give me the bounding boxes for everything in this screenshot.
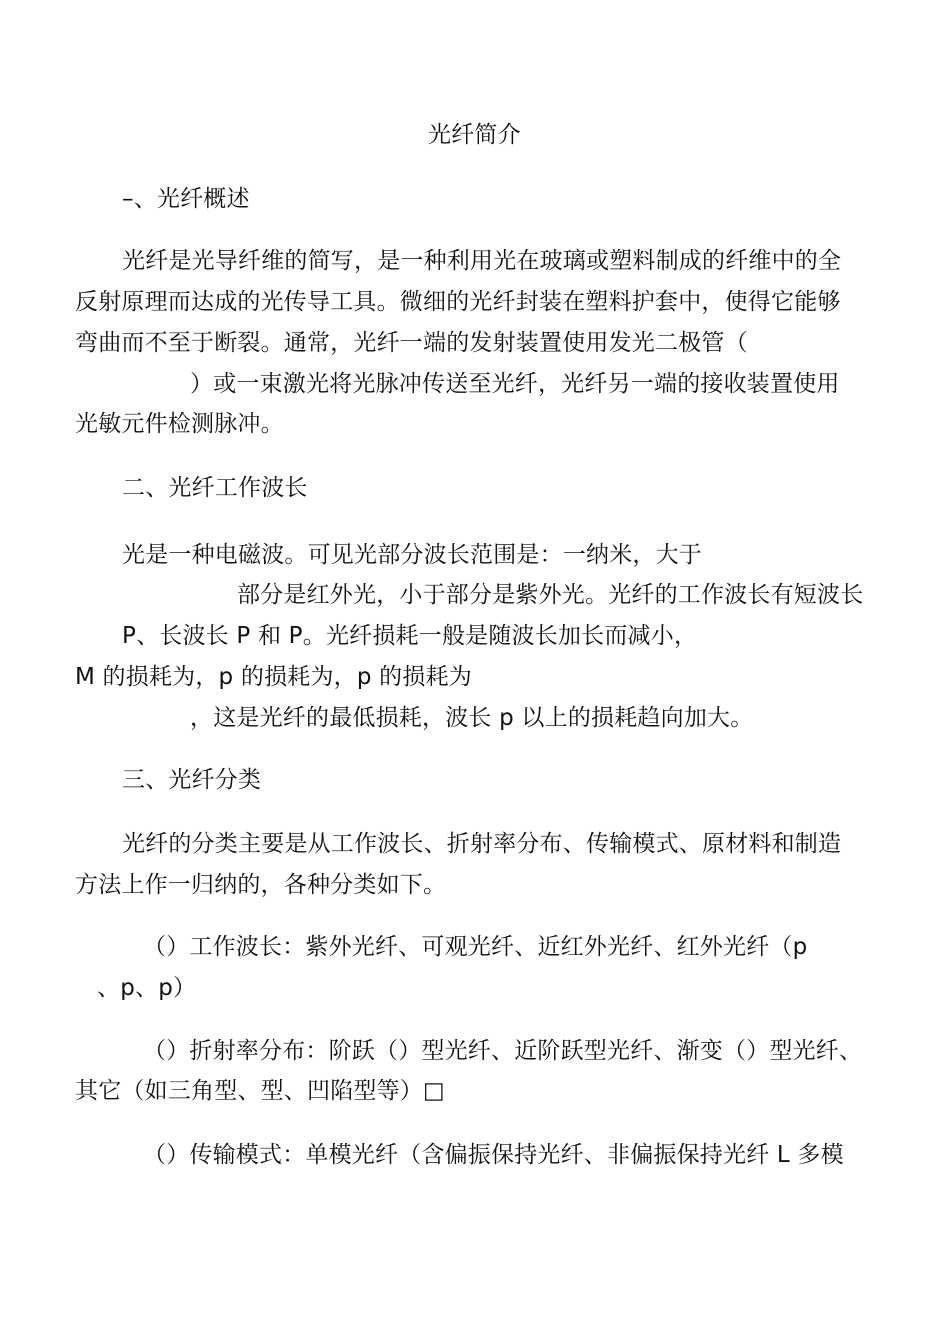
paragraph-line: ）或一束激光将光脉冲传送至光纤，光纤另一端的接收装置使用	[190, 371, 840, 397]
paragraph-line: ，这是光纤的最低损耗，波长 p 以上的损耗趋向加大。	[190, 705, 754, 731]
paragraph-line: 方法上作一归纳的，各种分类如下。	[75, 872, 447, 898]
section-heading-wavelength: 二、光纤工作波长	[122, 475, 308, 501]
paragraph-line: 光纤的分类主要是从工作波长、折射率分布、传输模式、原材料和制造	[122, 831, 842, 857]
paragraph-line: 光敏元件检测脉冲。	[75, 411, 284, 437]
list-item: （）折射率分布：阶跃（）型光纤、近阶跃型光纤、渐变（）型光纤、	[143, 1038, 863, 1064]
section-heading-classification: 三、光纤分类	[122, 767, 262, 793]
paragraph-line: 部分是红外光，小于部分是紫外光。光纤的工作波长有短波长	[237, 582, 864, 608]
page-title: 光纤简介	[428, 122, 521, 148]
paragraph-line: 反射原理而达成的光传导工具。微细的光纤封装在塑料护套中，使得它能够	[75, 289, 841, 315]
list-item: 、p、p）	[97, 975, 197, 1001]
paragraph-line: M 的损耗为，p 的损耗为，p 的损耗为	[75, 664, 472, 690]
list-item: （）传输模式：单模光纤（含偏振保持光纤、非偏振保持光纤 L 多模	[143, 1142, 844, 1168]
list-item: 其它（如三角型、型、凹陷型等）□	[75, 1078, 445, 1104]
paragraph-line: 弯曲而不至于断裂。通常，光纤一端的发射装置使用发光二极管（	[75, 330, 748, 356]
list-item: （）工作波长：紫外光纤、可观光纤、近红外光纤、红外光纤（p	[143, 934, 808, 960]
paragraph-line: 光是一种电磁波。可见光部分波长范围是：一纳米，大于	[122, 542, 702, 568]
paragraph-line: P、长波长 P 和 P。光纤损耗一般是随波长加长而减小，	[122, 623, 698, 649]
paragraph-line: 光纤是光导纤维的简写，是一种利用光在玻璃或塑料制成的纤维中的全	[122, 248, 842, 274]
section-heading-overview: –、光纤概述	[122, 186, 250, 212]
